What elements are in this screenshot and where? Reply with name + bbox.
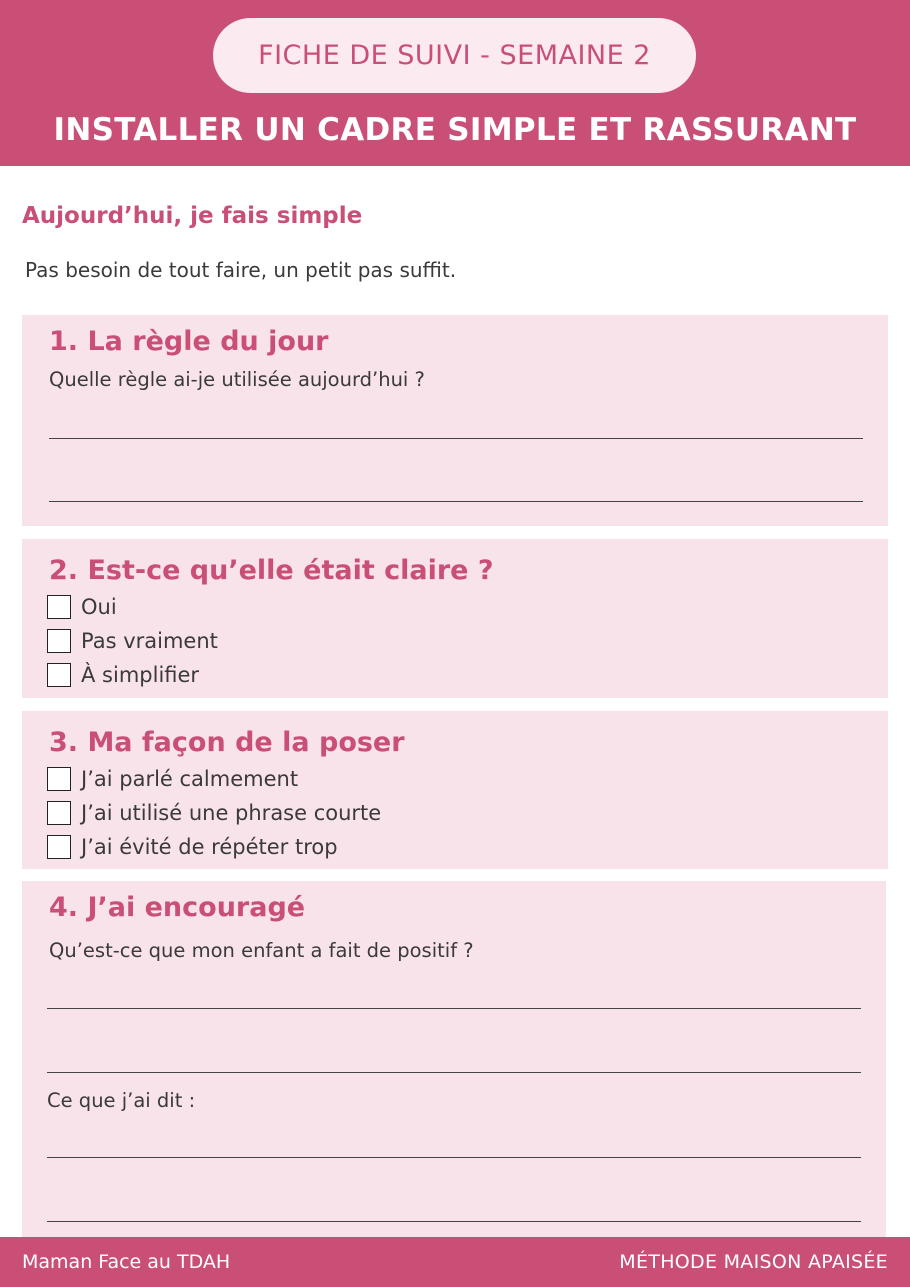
checkbox-option[interactable] [47, 660, 199, 690]
page-title: INSTALLER UN CADRE SIMPLE ET RASSURANT [53, 112, 857, 148]
option-label: À simplifier [81, 663, 200, 687]
answer-line[interactable] [49, 438, 863, 439]
checkbox-option[interactable] [47, 626, 218, 656]
option-label: Pas vraiment [81, 629, 218, 653]
section-title: 1. La règle du jour [49, 326, 329, 357]
option-label: J’ai évité de répéter trop [81, 835, 338, 859]
answer-line[interactable] [47, 1221, 861, 1222]
section-question: Quelle règle ai-je utilisée aujourd’hui ? [49, 368, 425, 391]
checkbox-option[interactable] [47, 764, 298, 794]
section-title: 2. Est-ce qu’elle était claire ? [49, 555, 494, 586]
section-title: 3. Ma façon de la poser [49, 727, 405, 758]
option-label: Oui [81, 595, 117, 619]
checkbox-icon[interactable] [47, 663, 71, 687]
checkbox-icon[interactable] [47, 801, 71, 825]
intro-text: Pas besoin de tout faire, un petit pas suffit. [25, 258, 457, 282]
footer-method: MÉTHODE MAISON APAISÉE [619, 1251, 888, 1273]
section-clarity [22, 539, 888, 698]
section-rule-of-day [22, 315, 888, 526]
checkbox-option[interactable] [47, 798, 381, 828]
option-label: J’ai utilisé une phrase courte [81, 801, 382, 825]
answer-line[interactable] [49, 501, 863, 502]
checkbox-option[interactable] [47, 832, 338, 862]
option-label: J’ai parlé calmement [81, 767, 299, 791]
checkbox-icon[interactable] [47, 767, 71, 791]
footer-brand: Maman Face au TDAH [22, 1251, 231, 1273]
section-title: 4. J’ai encouragé [49, 892, 306, 923]
header-banner [0, 0, 910, 166]
section-encouraged [22, 881, 886, 1237]
checkbox-icon[interactable] [47, 595, 71, 619]
answer-line[interactable] [47, 1072, 861, 1073]
intro-heading: Aujourd’hui, je fais simple [22, 203, 363, 229]
checkbox-icon[interactable] [47, 629, 71, 653]
answer-line[interactable] [47, 1157, 861, 1158]
section-question: Ce que j’ai dit : [47, 1089, 196, 1112]
section-my-way [22, 711, 888, 869]
checkbox-option[interactable] [47, 592, 117, 622]
week-badge: FICHE DE SUIVI - SEMAINE 2 [213, 18, 696, 93]
section-question: Qu’est-ce que mon enfant a fait de positif ? [49, 939, 474, 962]
footer-bar [0, 1237, 910, 1287]
answer-line[interactable] [47, 1008, 861, 1009]
checkbox-icon[interactable] [47, 835, 71, 859]
